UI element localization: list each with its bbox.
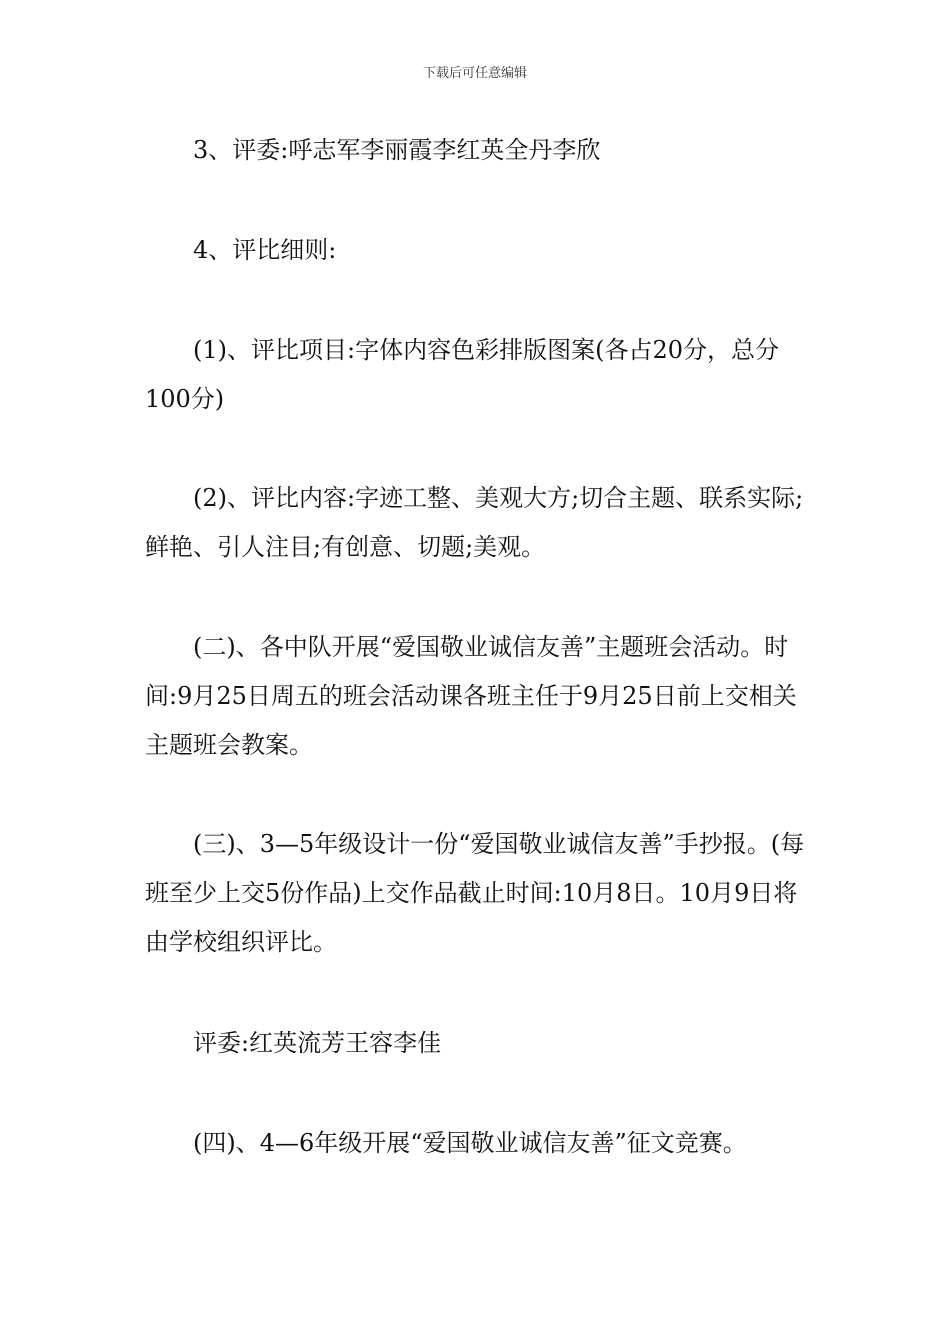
paragraph-rating-content: (2)、评比内容:字迹工整、美观大方;切合主题、联系实际;鲜艳、引人注目;有创意、切题;美观。 bbox=[145, 484, 804, 561]
paragraph-essay-contest: (四)、4—6年级开展“爱国敬业诚信友善”征文竞赛。 bbox=[193, 1129, 747, 1157]
paragraph-rules-heading: 4、评比细则: bbox=[193, 236, 337, 264]
paragraph-judges: 3、评委:呼志军李丽霞李红英全丹李欣 bbox=[193, 136, 601, 164]
paragraph-handwritten-newspaper: (三)、3—5年级设计一份“爱国敬业诚信友善”手抄报。(每班至少上交5份作品)上交作品截止时间:10月8日。10月9日将由学校组织评比。 bbox=[145, 830, 805, 956]
page-header: 下载后可任意编辑 bbox=[422, 66, 527, 81]
paragraph-newspaper-judges: 评委:红英流芳王容李佳 bbox=[193, 1029, 442, 1057]
paragraph-rating-items: (1)、评比项目:字体内容色彩排版图案(各占20分，总分100分) bbox=[145, 336, 779, 413]
paragraph-class-meeting: (二)、各中队开展“爱国敬业诚信友善”主题班会活动。时间:9月25日周五的班会活动课各班主任于9月25日前上交相关主题班会教案。 bbox=[145, 633, 797, 759]
